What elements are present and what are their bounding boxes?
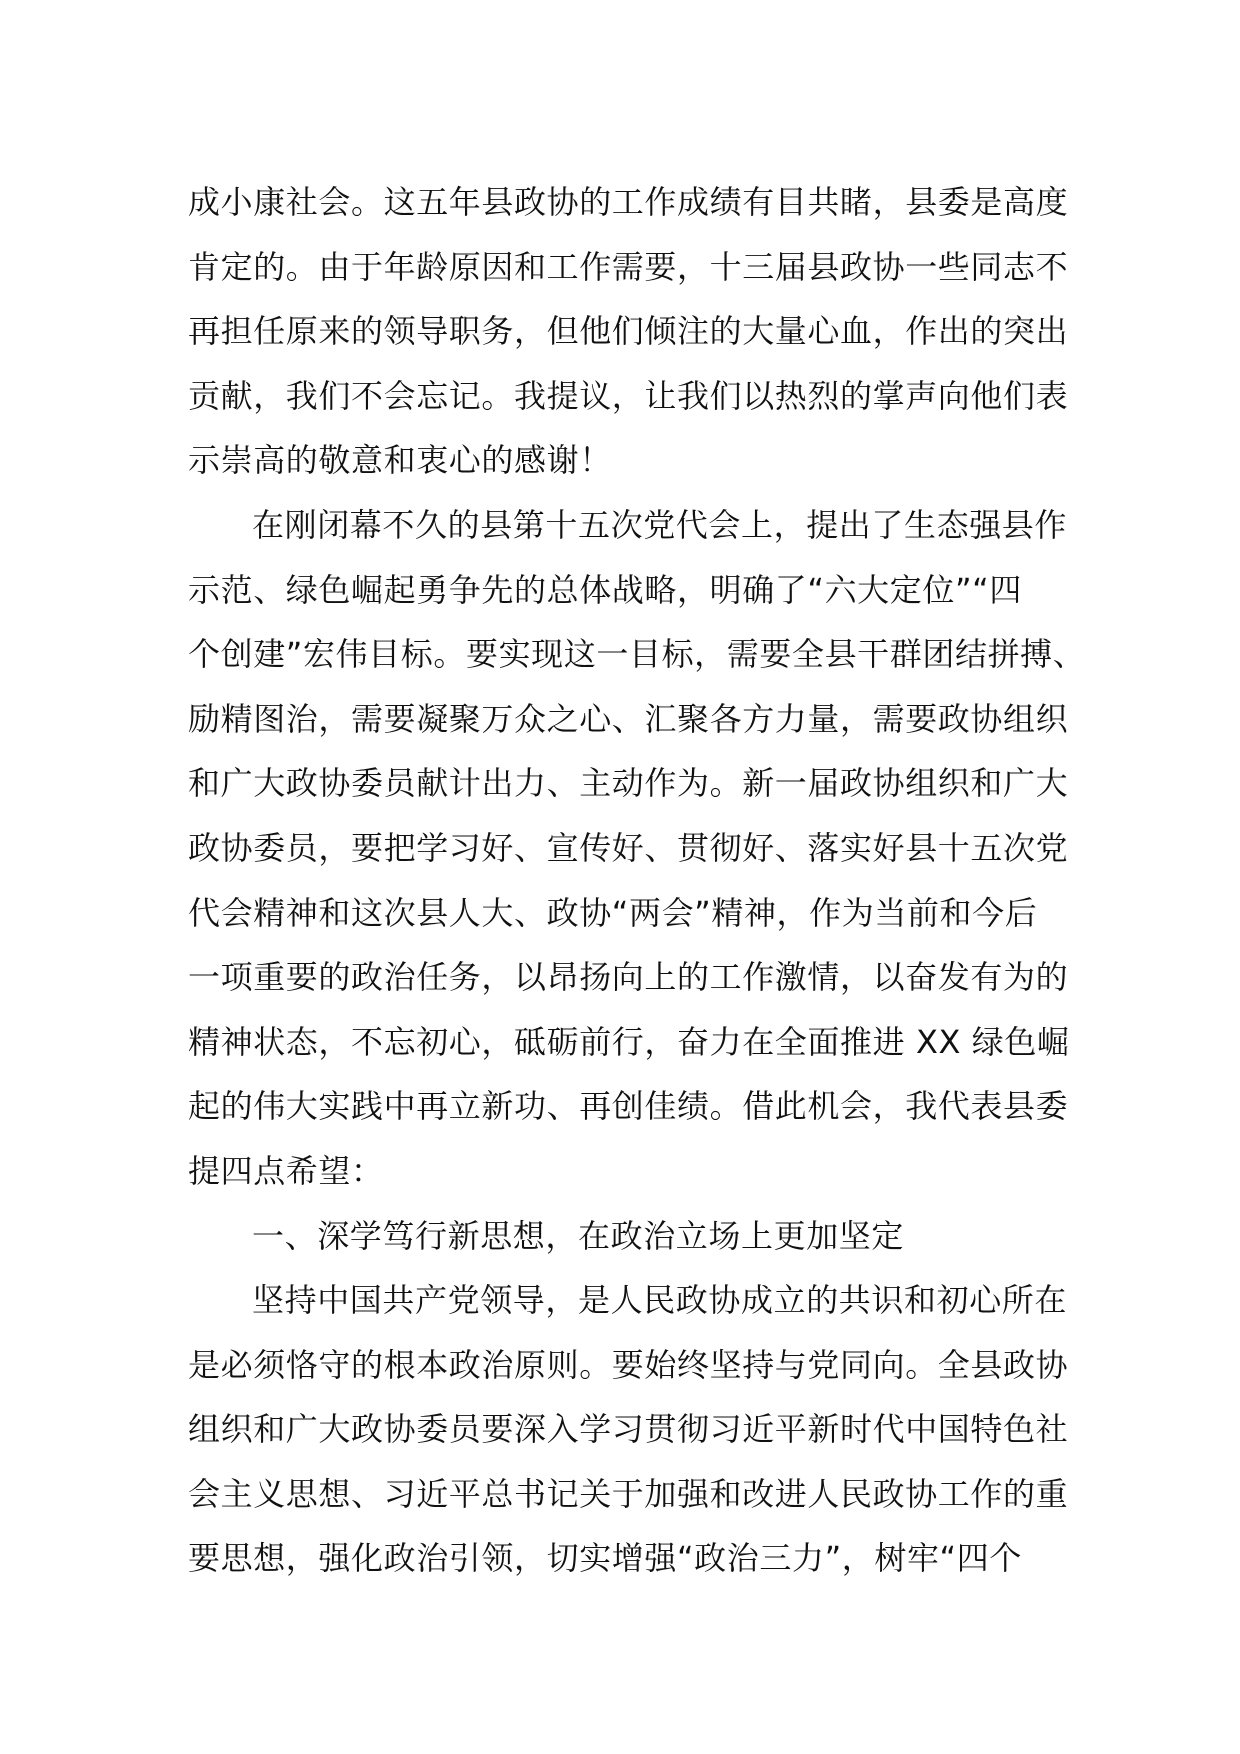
text-line: 再担任原来的领导职务，但他们倾注的大量心血，作出的突出 (188, 312, 1069, 351)
paragraph-start-line: 在刚闭幕不久的县第十五次党代会上，提出了生态强县作 (252, 505, 1068, 544)
text-line: 精神状态，不忘初心，砥砺前行，奋力在全面推进 XX 绿色崛 (188, 1022, 1070, 1061)
text-line: 会主义思想、习近平总书记关于加强和改进人民政协工作的重 (188, 1474, 1069, 1513)
text-line: 示崇高的敬意和衷心的感谢！ (188, 441, 612, 480)
text-line: 成小康社会。这五年县政协的工作成绩有目共睹，县委是高度 (188, 183, 1069, 221)
text-line: 要思想，强化政治引领，切实增强“政治三力”，树牢“四个 (188, 1539, 1022, 1578)
paragraph-start-line: 坚持中国共产党领导，是人民政协成立的共识和初心所在 (252, 1281, 1068, 1320)
section-heading: 一、深学笃行新思想，在政治立场上更加坚定 (252, 1216, 905, 1255)
text-line: 起的伟大实践中再立新功、再创佳绩。借此机会，我代表县委 (188, 1087, 1069, 1126)
document-body (188, 170, 1088, 1591)
text-line: 是必须恪守的根本政治原则。要始终坚持与党同向。全县政协 (188, 1345, 1069, 1384)
text-line: 示范、绿色崛起勇争先的总体战略，明确了“六大定位”“四 (188, 570, 1022, 609)
text-line: 提四点希望： (188, 1151, 384, 1190)
text-line: 政协委员，要把学习好、宣传好、贯彻好、落实好县十五次党 (188, 828, 1069, 867)
text-line: 个创建”宏伟目标。要实现这一目标，需要全县干群团结拼搏、 (188, 635, 1086, 674)
text-line: 代会精神和这次县人大、政协“两会”精神，作为当前和今后 (188, 893, 1038, 932)
text-line: 和广大政协委员献计出力、主动作为。新一届政协组织和广大 (188, 764, 1069, 803)
text-line: 一项重要的政治任务，以昂扬向上的工作激情，以奋发有为的 (188, 958, 1069, 997)
text-line: 肯定的。由于年龄原因和工作需要，十三届县政协一些同志不 (188, 247, 1069, 286)
text-line: 励精图治，需要凝聚万众之心、汇聚各方力量，需要政协组织 (188, 699, 1069, 738)
text-line: 贡献，我们不会忘记。我提议，让我们以热烈的掌声向他们表 (188, 376, 1069, 415)
text-line: 组织和广大政协委员要深入学习贯彻习近平新时代中国特色社 (188, 1410, 1069, 1449)
